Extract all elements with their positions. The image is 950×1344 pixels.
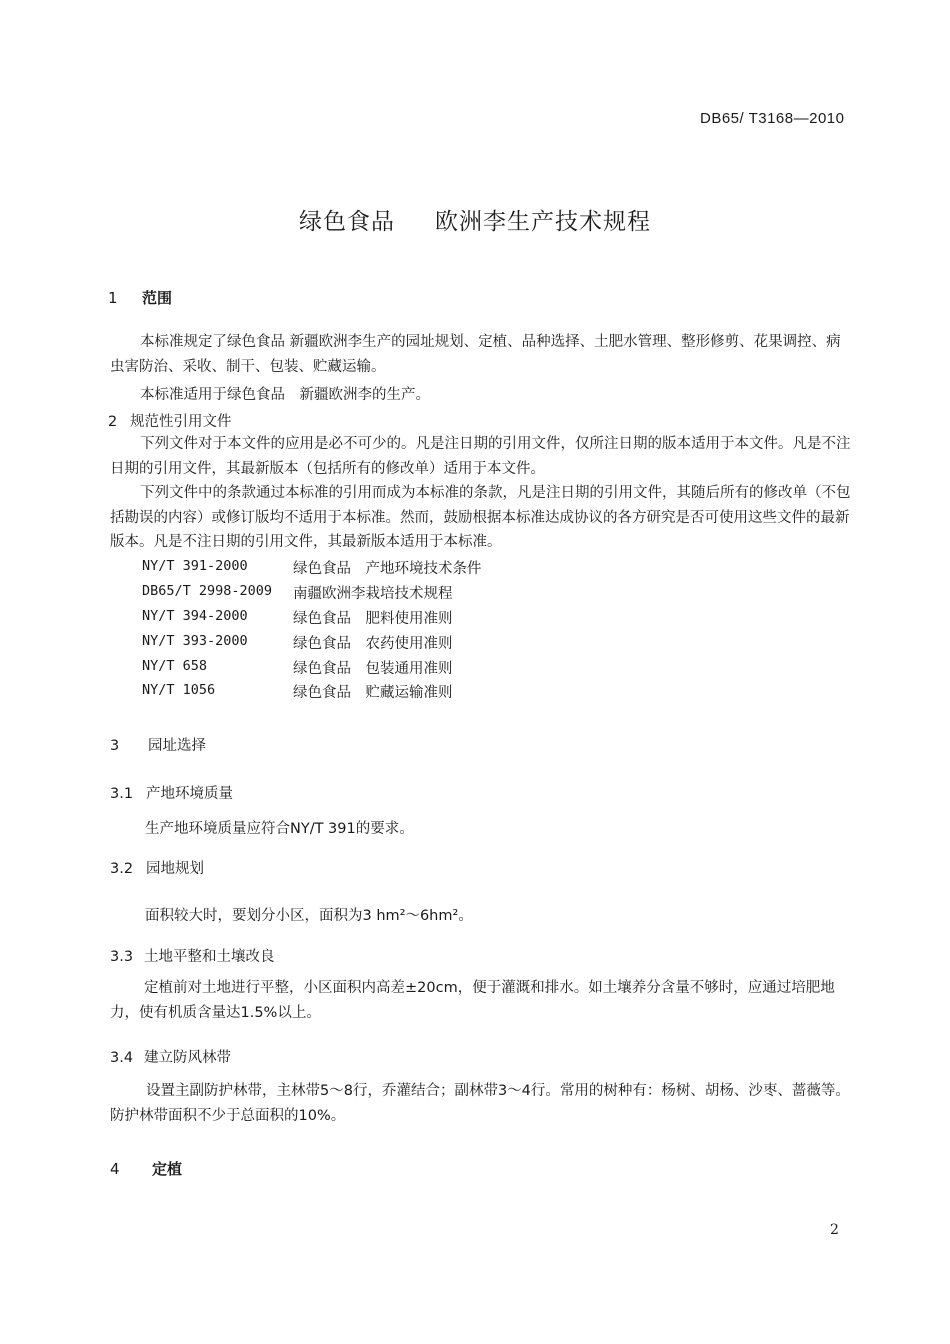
- section-title: 范围: [142, 289, 173, 307]
- ref-title: 南疆欧洲李栽培技术规程: [293, 586, 453, 602]
- subsection-3-3-text: 定植前对土地进行平整，小区面积内高差±20cm，便于灌溉和排水。如土壤养分含量不够时，应通过培肥地力，使有机质含量达1.5%以上。: [110, 980, 835, 1021]
- subsection-number: 3.3: [110, 949, 134, 965]
- ref-title: 绿色食品 农药使用准则: [293, 636, 453, 652]
- section-number: 3: [110, 738, 120, 754]
- subsection-title: 土地平整和土壤改良: [144, 949, 275, 965]
- subsection-title: 园地规划: [146, 861, 204, 877]
- subsection-3-4-text: 设置主副防护林带，主林带5～8行，乔灌结合；副林带3～4行。常用的树种有：杨树、胡杨、沙枣、蔷薇等。防护林带面积不少于总面积的10%。: [110, 1083, 850, 1124]
- subsection-3-1-text: 生产地环境质量应符合NY/T 391的要求。: [145, 821, 414, 837]
- subsection-3-2-heading: [110, 857, 204, 878]
- section-1-para-2: 本标准适用于绿色食品 新疆欧洲李的生产。: [140, 387, 430, 403]
- title-part1: 绿色食品: [299, 209, 395, 235]
- section-3-heading: [110, 734, 206, 755]
- section-1-heading: [108, 287, 172, 308]
- section-2-para-2: 下列文件中的条款通过本标准的引用而成为本标准的条款，凡是注日期的引用文件，其随后所有的修改单（不包括勘误的内容）或修订版均不适用于本标准。然而，鼓励根据本标准达成协议的各方研究是否可使用这些文件的最新版本。凡是不注日期的引用文件，其最新版本适用于本标准。: [110, 485, 851, 550]
- ref-code: NY/T 1056: [142, 682, 216, 698]
- section-title: 规范性引用文件: [130, 414, 232, 430]
- section-4-heading: [110, 1158, 182, 1179]
- ref-title: 绿色食品 肥料使用准则: [293, 611, 453, 627]
- ref-title: 绿色食品 产地环境技术条件: [293, 561, 482, 577]
- title-part2: 欧洲李生产技术规程: [435, 209, 651, 235]
- section-number: 4: [110, 1160, 120, 1178]
- subsection-title: 产地环境质量: [146, 786, 233, 802]
- subsection-3-3-heading: [110, 945, 275, 966]
- document-title: [0, 203, 950, 236]
- ref-code: DB65/T 2998-2009: [142, 583, 273, 599]
- ref-code: NY/T 658: [142, 658, 208, 674]
- ref-title: 绿色食品 包装通用准则: [293, 661, 453, 677]
- section-title: 定植: [152, 1160, 183, 1178]
- section-number: 1: [108, 289, 118, 307]
- page-number: 2: [830, 1222, 839, 1238]
- subsection-number: 3.1: [110, 786, 134, 802]
- subsection-3-1-heading: [110, 782, 233, 803]
- subsection-3-2-text: 面积较大时，要划分小区，面积为3 hm²～6hm²。: [145, 908, 473, 924]
- subsection-title: 建立防风林带: [144, 1050, 231, 1066]
- section-2-para-1: 下列文件对于本文件的应用是必不可少的。凡是注日期的引用文件，仅所注日期的版本适用于本文件。凡是不注日期的引用文件，其最新版本（包括所有的修改单）适用于本文件。: [110, 436, 851, 477]
- ref-code: NY/T 393-2000: [142, 633, 248, 649]
- standard-number: DB65/ T3168—2010: [700, 110, 845, 127]
- subsection-number: 3.4: [110, 1050, 134, 1066]
- section-2-heading: [108, 410, 232, 431]
- section-title: 园址选择: [148, 738, 206, 754]
- subsection-number: 3.2: [110, 861, 134, 877]
- section-number: 2: [108, 414, 118, 430]
- ref-code: NY/T 391-2000: [142, 558, 248, 574]
- section-1-para-1: 本标准规定了绿色食品 新疆欧洲李生产的园址规划、定植、品种选择、土肥水管理、整形修剪、花果调控、病虫害防治、采收、制干、包装、贮藏运输。: [110, 334, 841, 375]
- ref-title: 绿色食品 贮藏运输准则: [293, 685, 453, 701]
- subsection-3-4-heading: [110, 1046, 231, 1067]
- ref-code: NY/T 394-2000: [142, 608, 248, 624]
